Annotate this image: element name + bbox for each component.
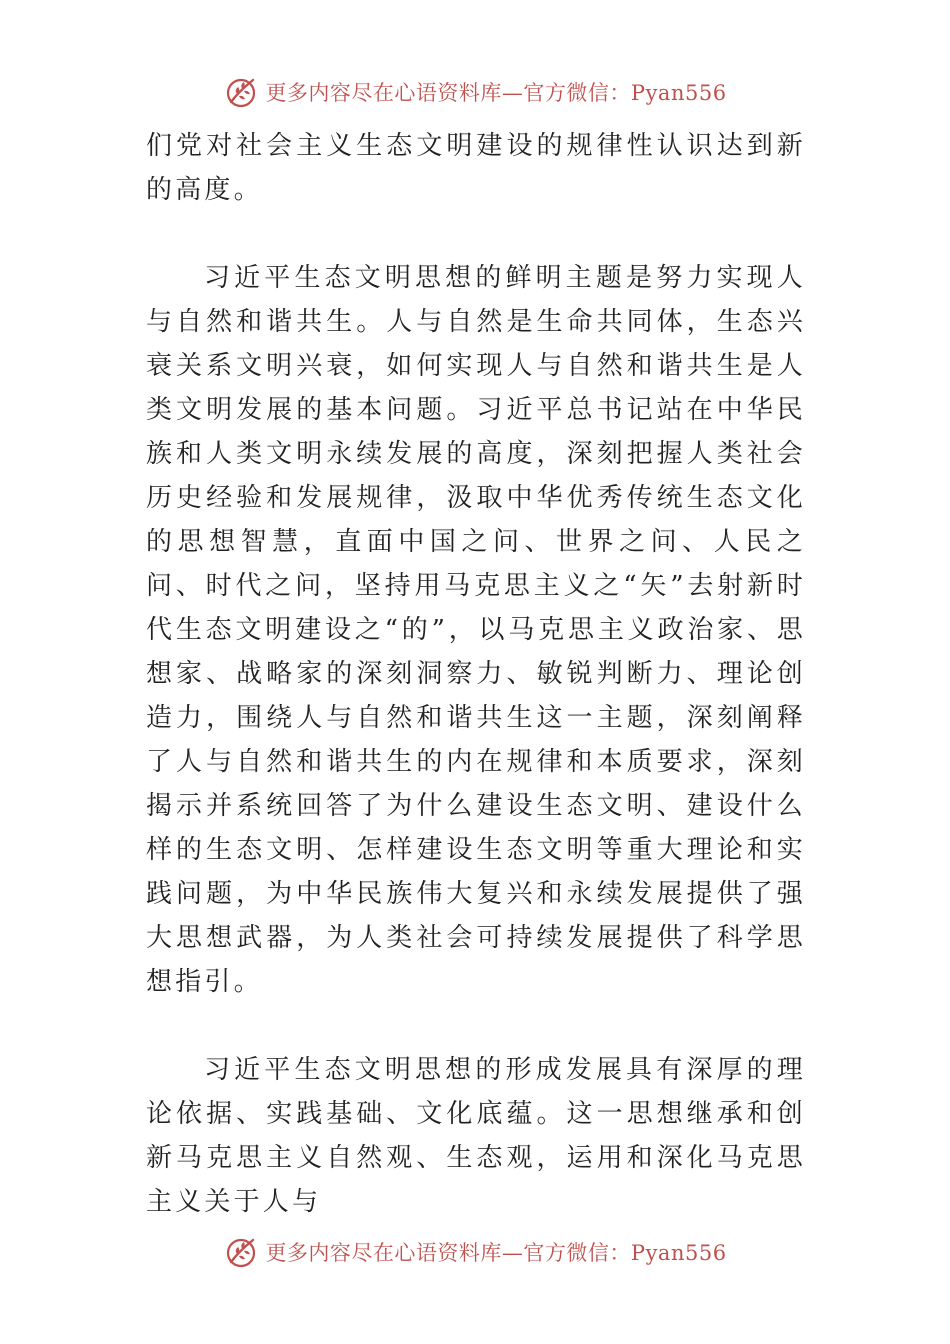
footer-watermark-text: 更多内容尽在心语资料库—官方微信：Pyan556 [265,1241,727,1265]
header-watermark-text: 更多内容尽在心语资料库—官方微信：Pyan556 [265,81,727,105]
footer-watermark [0,1232,950,1272]
paragraph-1: 们党对社会主义生态文明建设的规律性认识达到新的高度。 [146,131,806,205]
wheat-circle-logo-icon [223,1234,259,1270]
paragraph-3: 习近平生态文明思想的形成发展具有深厚的理论依据、实践基础、文化底蕴。这一思想继承和创新马克思主义自然观、生态观，运用和深化马克思主义关于人与 [146,1055,806,1217]
paragraph-2: 习近平生态文明思想的鲜明主题是努力实现人与自然和谐共生。人与自然是生命共同体，生态兴衰关系文明兴衰，如何实现人与自然和谐共生是人类文明发展的基本问题。习近平总书记站在中华民族和人类文明永续发展的高度，深刻把握人类社会历史经验和发展规律，汲取中华优秀传统生态文化的思想智慧，直面中国之问、世界之问、人民之问、时代之问，坚持用马克思主义之“矢”去射新时代生态文明建设之“的”，以马克思主义政治家、思想家、战略家的深刻洞察力、敏锐判断力、理论创造力，围绕人与自然和谐共生这一主题，深刻阐释了人与自然和谐共生的内在规律和本质要求，深刻揭示并系统回答了为什么建设生态文明、建设什么样的生态文明、怎样建设生态文明等重大理论和实践问题，为中华民族伟大复兴和永续发展提供了强大思想武器，为人类社会可持续发展提供了科学思想指引。 [146,263,806,997]
header-watermark [0,72,950,112]
paragraph-gap [146,212,806,256]
paragraph-gap [146,1004,806,1048]
document-body [146,124,806,1224]
wheat-circle-logo-icon [223,74,259,110]
